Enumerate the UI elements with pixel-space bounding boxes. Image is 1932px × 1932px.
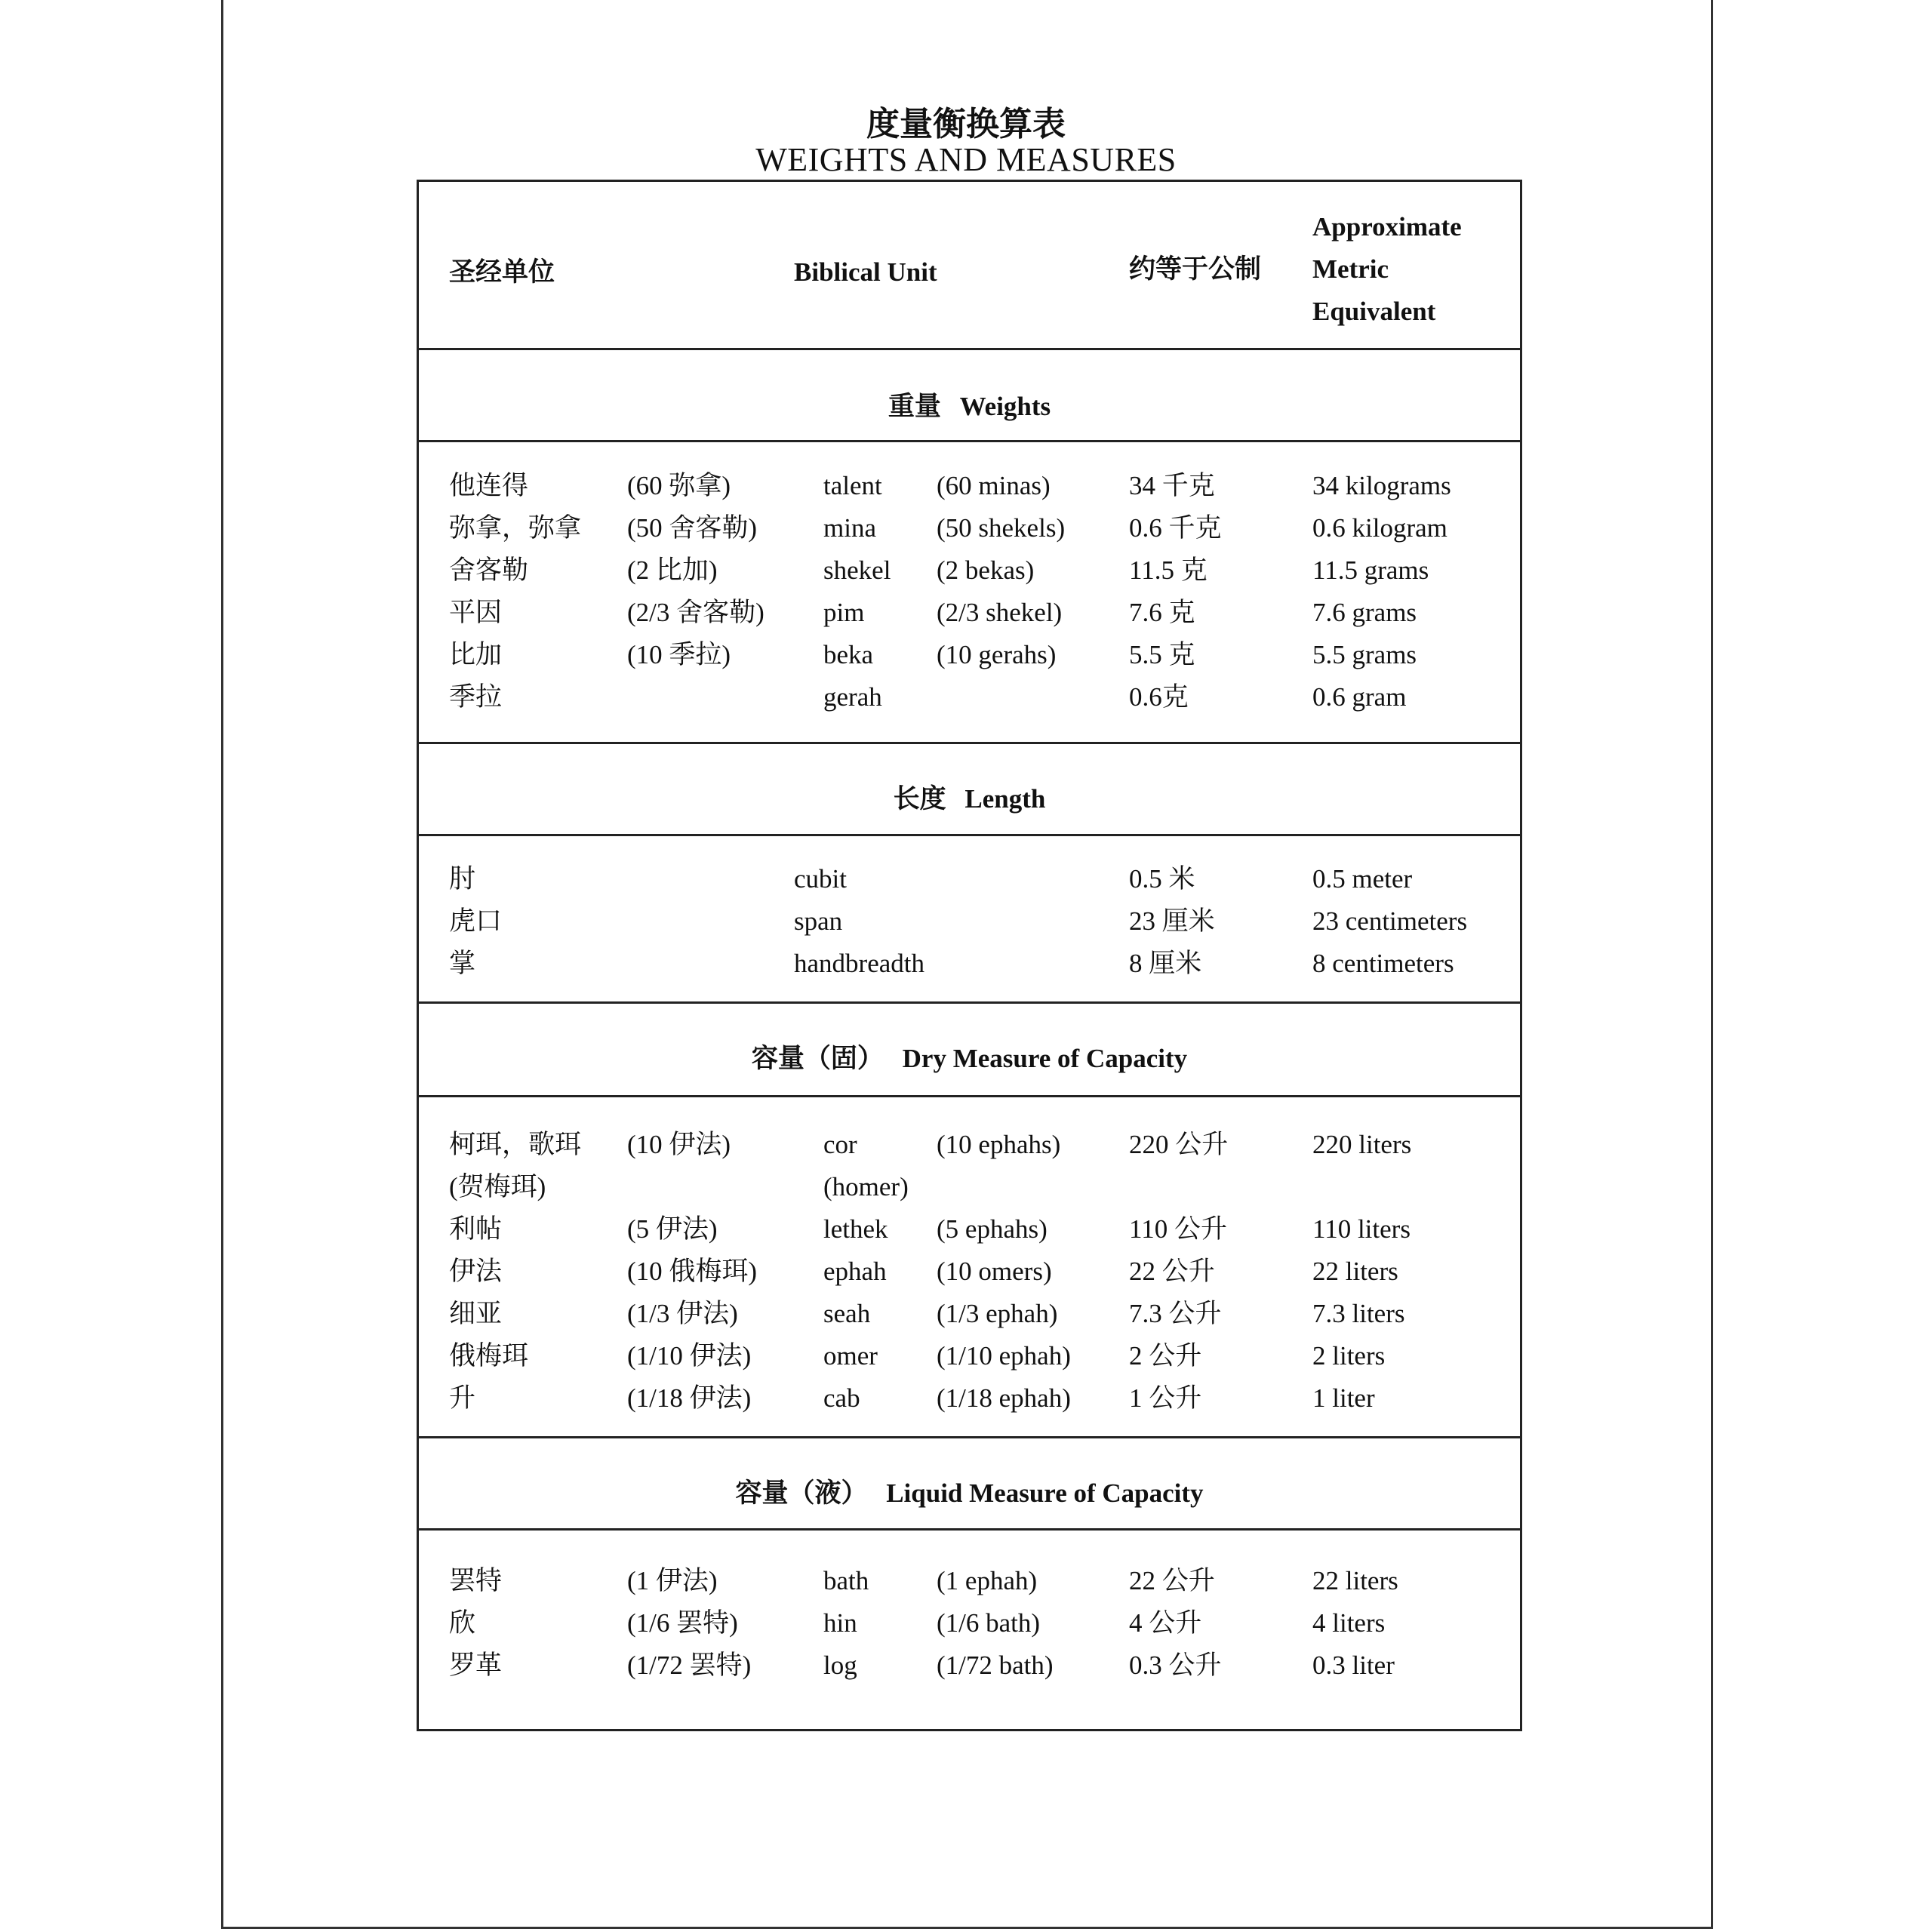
table-cell-cn-metric: 110 公升 — [1129, 1214, 1227, 1244]
header-cn-unit: 圣经单位 — [449, 257, 555, 287]
table-cell-en: bath — [823, 1566, 869, 1595]
table-cell-en-metric: 11.5 grams — [1312, 555, 1429, 585]
table-cell-cn-metric: 220 公升 — [1129, 1130, 1229, 1159]
table-cell-en-note: (1/72 bath) — [937, 1651, 1054, 1680]
divider — [419, 440, 1520, 442]
table-cell-en-note: (10 ephahs) — [937, 1130, 1061, 1159]
title-chinese: 度量衡换算表 — [866, 106, 1066, 143]
section-title-cn: 长度 — [893, 784, 946, 814]
table-cell-en: cor — [823, 1130, 857, 1159]
section-title-en: Dry Measure of Capacity — [902, 1044, 1188, 1073]
table-cell-en: cab — [823, 1383, 860, 1413]
table-cell-en-note: (5 ephahs) — [937, 1214, 1048, 1244]
table-cell-en-metric: 4 liters — [1312, 1608, 1386, 1638]
table-cell-en-note: (1/6 bath) — [937, 1608, 1041, 1638]
table-cell-en: mina — [823, 513, 876, 543]
table-cell-en-metric: 22 liters — [1312, 1257, 1398, 1286]
table-cell-cn: (贺梅珥) — [449, 1172, 546, 1201]
table-cell-en-note: (2 bekas) — [937, 555, 1035, 585]
table-cell-cn-note: (60 弥拿) — [627, 471, 731, 500]
table-cell-cn-note: (2/3 舍客勒) — [627, 598, 764, 627]
table-cell-en: log — [823, 1651, 857, 1680]
divider — [419, 742, 1520, 744]
section-title-cn: 重量 — [888, 392, 941, 421]
table-cell-cn-metric: 23 厘米 — [1129, 906, 1215, 936]
table-cell-en-metric: 23 centimeters — [1312, 906, 1468, 936]
table-cell-en: shekel — [823, 555, 891, 585]
section-title-liquid — [419, 1472, 1520, 1510]
section-title-length — [419, 778, 1520, 816]
table-cell-cn-note: (1/6 罢特) — [627, 1608, 738, 1638]
table-cell-en-metric: 7.6 grams — [1312, 598, 1417, 627]
table-cell-en-note: (2/3 shekel) — [937, 598, 1063, 627]
table-cell-cn-note: (1/72 罢特) — [627, 1651, 752, 1680]
section-title-en: Weights — [959, 392, 1051, 421]
table-cell-en-metric: 8 centimeters — [1312, 949, 1454, 978]
table-cell-cn: 欣 — [449, 1608, 476, 1638]
table-cell-en-note: (10 omers) — [937, 1257, 1052, 1286]
table-cell-en-metric: 5.5 grams — [1312, 640, 1417, 669]
table-cell-en: beka — [823, 640, 874, 669]
table-cell-cn-metric: 0.5 米 — [1129, 864, 1195, 894]
table-cell-cn-note: (1/18 伊法) — [627, 1383, 752, 1413]
table-cell-en: hin — [823, 1608, 857, 1638]
table-cell-cn-metric: 5.5 克 — [1129, 640, 1195, 669]
header-en-unit: Biblical Unit — [794, 257, 937, 287]
table-cell-en: gerah — [823, 682, 882, 712]
header-cn-metric: 约等于公制 — [1129, 254, 1262, 284]
table-cell-cn-note: (2 比加) — [627, 555, 718, 585]
table-cell-cn-metric: 7.6 克 — [1129, 598, 1195, 627]
table-cell-cn-note: (1/3 伊法) — [627, 1299, 738, 1328]
table-cell-cn-note: (10 伊法) — [627, 1130, 731, 1159]
table-cell-cn: 弥拿，弥拿 — [449, 513, 582, 543]
table-cell-cn-metric: 8 厘米 — [1129, 949, 1202, 978]
table-cell-en-metric: 0.5 meter — [1312, 864, 1413, 894]
table-cell-en-metric: 7.3 liters — [1312, 1299, 1405, 1328]
table-cell-cn-metric: 0.6 千克 — [1129, 513, 1222, 543]
section-title-weights — [419, 386, 1520, 423]
table-cell-cn-metric: 22 公升 — [1129, 1566, 1215, 1595]
section-title-dry — [419, 1038, 1520, 1075]
header-en-metric-line1: Approximate — [1312, 212, 1462, 242]
table-cell-en: span — [794, 906, 843, 936]
table-cell-cn-note: (10 季拉) — [627, 640, 731, 669]
table-cell-cn: 季拉 — [449, 682, 503, 712]
table-cell-cn: 升 — [449, 1383, 476, 1413]
divider — [419, 1528, 1520, 1531]
table-cell-en: (homer) — [823, 1172, 909, 1201]
table-cell-cn-note: (50 舍客勒) — [627, 513, 758, 543]
table-cell-cn-metric: 7.3 公升 — [1129, 1299, 1222, 1328]
table-cell-cn-note: (1/10 伊法) — [627, 1341, 752, 1371]
conversion-table — [417, 180, 1522, 1731]
table-cell-cn-metric: 11.5 克 — [1129, 555, 1208, 585]
table-cell-en-metric: 220 liters — [1312, 1130, 1412, 1159]
section-title-en: Liquid Measure of Capacity — [886, 1478, 1204, 1508]
table-cell-cn-metric: 1 公升 — [1129, 1383, 1202, 1413]
table-cell-en: ephah — [823, 1257, 887, 1286]
table-cell-cn-metric: 34 千克 — [1129, 471, 1215, 500]
table-cell-en-note: (1/18 ephah) — [937, 1383, 1071, 1413]
table-cell-en: omer — [823, 1341, 878, 1371]
divider — [419, 1095, 1520, 1097]
table-cell-en-metric: 34 kilograms — [1312, 471, 1451, 500]
section-title-cn: 容量（液） — [735, 1478, 868, 1508]
table-cell-en-note: (1 ephah) — [937, 1566, 1038, 1595]
table-cell-cn: 虎口 — [449, 906, 503, 936]
table-cell-cn-note: (5 伊法) — [627, 1214, 718, 1244]
table-cell-cn-metric: 0.3 公升 — [1129, 1651, 1222, 1680]
divider — [419, 348, 1520, 350]
table-cell-en-note: (1/10 ephah) — [937, 1341, 1071, 1371]
table-cell-en-metric: 2 liters — [1312, 1341, 1386, 1371]
table-cell-cn: 细亚 — [449, 1299, 503, 1328]
table-cell-cn-metric: 4 公升 — [1129, 1608, 1202, 1638]
divider — [419, 834, 1520, 836]
table-cell-cn-metric: 2 公升 — [1129, 1341, 1202, 1371]
table-cell-en-metric: 0.3 liter — [1312, 1651, 1395, 1680]
table-cell-en: talent — [823, 471, 882, 500]
table-cell-en: handbreadth — [794, 949, 924, 978]
table-cell-en-metric: 0.6 kilogram — [1312, 513, 1447, 543]
header-en-metric-line3: Equivalent — [1312, 297, 1436, 326]
table-cell-cn: 比加 — [449, 640, 503, 669]
table-cell-cn: 平因 — [449, 598, 503, 627]
section-title-cn: 容量（固） — [751, 1044, 884, 1073]
divider — [419, 1001, 1520, 1004]
table-cell-en: seah — [823, 1299, 871, 1328]
table-cell-en-metric: 1 liter — [1312, 1383, 1375, 1413]
table-cell-cn-metric: 22 公升 — [1129, 1257, 1215, 1286]
table-cell-en-metric: 0.6 gram — [1312, 682, 1407, 712]
table-cell-cn: 肘 — [449, 864, 476, 894]
table-cell-en-note: (60 minas) — [937, 471, 1051, 500]
table-cell-cn: 利帖 — [449, 1214, 503, 1244]
table-cell-en: cubit — [794, 864, 847, 894]
table-cell-cn: 罗革 — [449, 1651, 503, 1680]
table-cell-en: lethek — [823, 1214, 888, 1244]
divider — [419, 1436, 1520, 1438]
table-cell-cn-note: (1 伊法) — [627, 1566, 718, 1595]
table-cell-en-note: (50 shekels) — [937, 513, 1066, 543]
table-cell-en-metric: 22 liters — [1312, 1566, 1398, 1595]
table-cell-en: pim — [823, 598, 865, 627]
table-cell-cn: 掌 — [449, 949, 476, 978]
table-cell-cn-metric: 0.6克 — [1129, 682, 1189, 712]
table-cell-en-metric: 110 liters — [1312, 1214, 1411, 1244]
table-cell-cn: 他连得 — [449, 471, 529, 500]
table-cell-cn-note: (10 俄梅珥) — [627, 1257, 758, 1286]
table-cell-cn: 柯珥，歌珥 — [449, 1130, 582, 1159]
table-cell-en-note: (1/3 ephah) — [937, 1299, 1058, 1328]
title-english: WEIGHTS AND MEASURES — [755, 141, 1177, 178]
table-cell-cn: 俄梅珥 — [449, 1341, 529, 1371]
header-en-metric-line2: Metric — [1312, 254, 1389, 284]
table-cell-en-note: (10 gerahs) — [937, 640, 1057, 669]
table-cell-cn: 伊法 — [449, 1257, 503, 1286]
table-cell-cn: 舍客勒 — [449, 555, 529, 585]
section-title-en: Length — [964, 784, 1046, 814]
table-cell-cn: 罢特 — [449, 1566, 503, 1595]
